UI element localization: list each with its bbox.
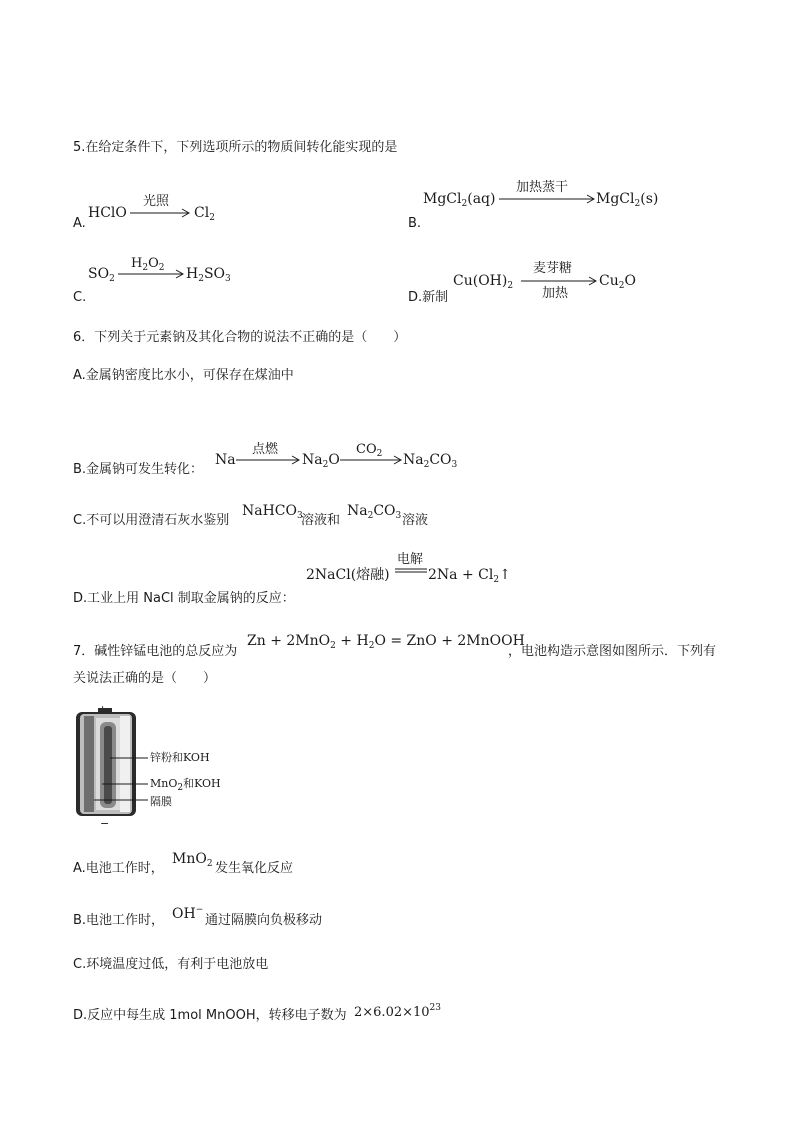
q7-option-d-pre: D.反应中每生成 1mol MnOOH，转移电子数为 xyxy=(73,1008,347,1023)
q6-option-d-text: D.工业上用 NaCl 制取金属钠的反应： xyxy=(73,591,295,606)
q5-option-a-label: A. xyxy=(73,216,86,231)
q6-option-c-text: C.不可以用澄清石灰水鉴别 xyxy=(73,513,230,528)
q5-option-b-from: MgCl$_2$(aq) xyxy=(423,191,496,209)
battery-label-separator: 隔膜 xyxy=(150,795,172,808)
q6-option-d-rhs: $2Na + Cl_2↑$ xyxy=(428,567,511,585)
q6-option-b-condition-2: $CO_2$ xyxy=(356,442,383,459)
q6-option-c-formula-1: NaHCO$_3$ xyxy=(242,503,303,521)
q6-option-b-arrow-2 xyxy=(340,455,404,465)
q6-option-b-species-3: $Na_2CO_3$ xyxy=(403,452,458,470)
q5-option-c-arrow xyxy=(118,269,186,279)
q5-option-d-arrow xyxy=(521,276,599,286)
battery-cutaway xyxy=(70,700,230,830)
q7-option-a-formula: MnO$_2$ xyxy=(172,851,213,869)
q5-option-d-from: $Cu(OH)_2$ xyxy=(453,273,514,291)
q5-option-c-condition: $H_2O_2$ xyxy=(131,256,165,273)
q5-option-d-condition-bottom: 加热 xyxy=(542,286,569,301)
q5-option-c-from: $SO_2$ xyxy=(88,266,115,284)
q5-option-d-to: $Cu_2O$ xyxy=(599,273,636,291)
q6-stem: 6．下列关于元素钠及其化合物的说法不正确的是（ ） xyxy=(73,330,407,345)
q6-option-c-formula-2: $Na_2CO_3$ xyxy=(347,503,402,521)
q5-option-d-condition-top: 麦芽糖 xyxy=(533,261,573,276)
battery-label-zinc: 锌粉和KOH xyxy=(150,751,210,764)
battery-diagram xyxy=(70,700,230,830)
q7-option-b-pre: B.电池工作时， xyxy=(73,913,165,928)
q7-option-c: C.环境温度过低，有利于电池放电 xyxy=(73,957,269,972)
q5-option-a-arrow xyxy=(130,208,192,218)
q7-equation: $Zn + 2MnO_2 + H_2O$ = ZnO + 2MnOOH xyxy=(247,633,525,651)
q5-option-c-to: $H_2SO_3$ xyxy=(186,266,231,284)
q6-option-d-condition: 电解 xyxy=(397,552,424,567)
q6-option-d-double-line xyxy=(395,568,429,574)
q5-option-c-label: C. xyxy=(73,290,87,305)
q6-option-b-species-1: Na xyxy=(215,452,236,468)
battery-minus-sign: − xyxy=(100,817,110,830)
q5-option-b-condition: 加热蒸干 xyxy=(516,180,569,195)
q7-stem-c: 关说法正确的是（ ） xyxy=(73,671,217,686)
q7-option-a-post: 发生氧化反应 xyxy=(215,861,294,876)
q6-option-b-text: B.金属钠可发生转化： xyxy=(73,462,204,477)
q6-option-b-arrow-1 xyxy=(236,455,302,465)
q5-stem: 5.在给定条件下，下列选项所示的物质间转化能实现的是 xyxy=(73,140,398,155)
q5-option-b-arrow xyxy=(499,194,597,204)
q5-option-d-label: D.新制 xyxy=(408,290,449,305)
q7-option-b-post: 通过隔膜向负极移动 xyxy=(205,913,323,928)
q5-option-a-to: $Cl_2$ xyxy=(194,205,215,223)
q7-stem-b: ，电池构造示意图如图所示．下列有 xyxy=(508,644,717,659)
q6-option-b-condition-1: 点燃 xyxy=(252,442,279,457)
q6-option-a: A.金属钠密度比水小，可保存在煤油中 xyxy=(73,368,294,383)
q5-option-b-label: B. xyxy=(408,216,422,231)
q6-option-b-species-2: $Na_2O$ xyxy=(302,452,340,470)
q5-option-b-to: MgCl$_2$(s) xyxy=(596,191,659,209)
q7-option-a-pre: A.电池工作时， xyxy=(73,861,164,876)
q7-stem-a: 7．碱性锌锰电池的总反应为 xyxy=(73,644,238,659)
q5-option-a-from: HClO xyxy=(88,205,127,221)
q7-option-b-formula: OH− xyxy=(172,905,204,922)
battery-label-mno2: MnO$_2$和KOH xyxy=(150,777,221,793)
q6-option-d-lhs: 2NaCl(熔融) xyxy=(306,567,390,583)
q6-option-c-mid: 溶液和 xyxy=(301,513,341,528)
q5-option-a-condition: 光照 xyxy=(143,194,170,209)
q7-option-d-formula: $2\times 6.02\times 10^{23}$ xyxy=(354,1003,441,1020)
q6-option-c-end: 溶液 xyxy=(402,513,429,528)
